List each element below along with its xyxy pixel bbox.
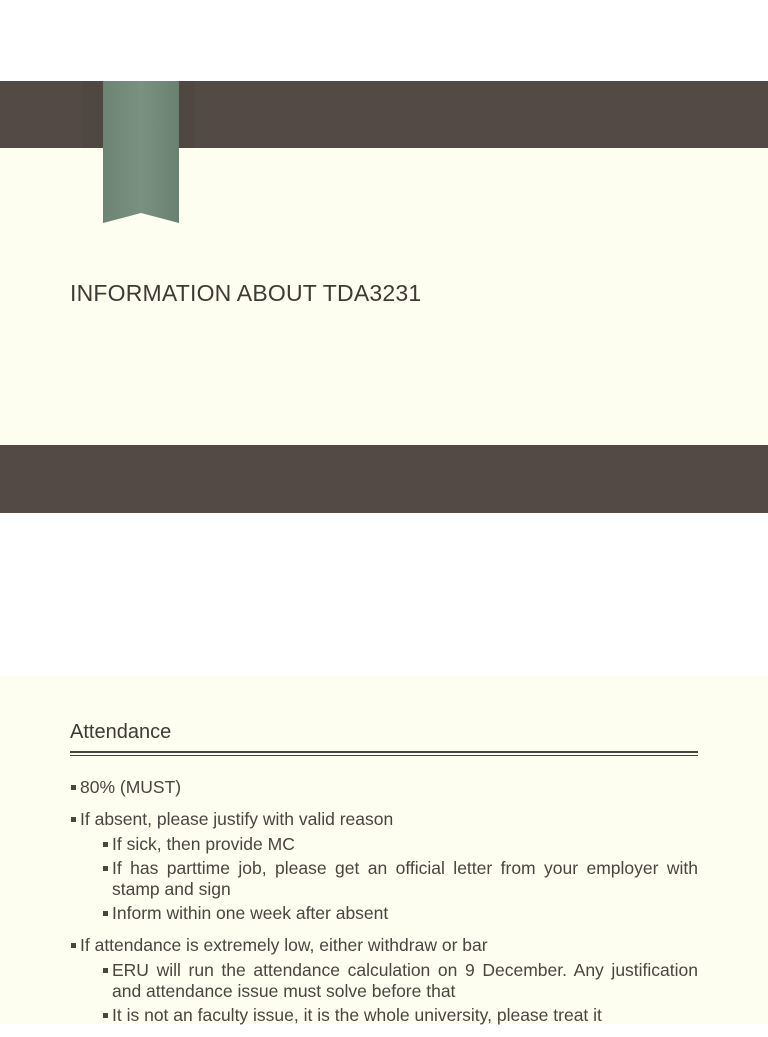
sub-bullet-text: If has parttime job, please get an official letter from your employer with stamp and sign <box>112 858 698 899</box>
bullet-list <box>70 777 698 1037</box>
bookmark-ribbon-icon <box>103 81 179 223</box>
bottom-band <box>0 445 768 513</box>
slide-bottom-margin <box>0 513 768 576</box>
sub-bullet-text: If sick, then provide MC <box>112 834 295 854</box>
bullet-text: If absent, please justify with valid reason <box>80 809 394 829</box>
sub-bullet-item <box>102 903 698 924</box>
bullet-text: If attendance is extremely low, either withdraw or bar <box>80 935 488 955</box>
slide-top-margin <box>0 0 768 81</box>
heading-divider <box>70 751 698 756</box>
sub-bullet-text: ERU will run the attendance calculation on 9 December. Any justification and attendance issue must solve before that <box>112 960 698 1001</box>
sub-bullet-text: It is not an faculty issue, it is the whole university, please treat it <box>112 1005 602 1025</box>
sub-bullet-item <box>102 960 698 1002</box>
sub-bullet-item <box>102 1005 698 1026</box>
sub-bullet-item <box>102 858 698 900</box>
slide-title: INFORMATION ABOUT TDA3231 <box>70 280 422 306</box>
bullet-text: 80% (MUST) <box>80 777 182 797</box>
bullet-item <box>70 809 698 924</box>
slide-heading: Attendance <box>70 721 172 743</box>
bullet-item <box>70 777 698 798</box>
bullet-item <box>70 935 698 1026</box>
sub-bullet-text: Inform within one week after absent <box>112 903 389 923</box>
sub-bullet-list <box>80 960 698 1026</box>
sub-bullet-item <box>102 834 698 855</box>
sub-bullet-list <box>80 834 698 924</box>
content-slide <box>0 676 768 1024</box>
slide-gap <box>0 576 768 676</box>
